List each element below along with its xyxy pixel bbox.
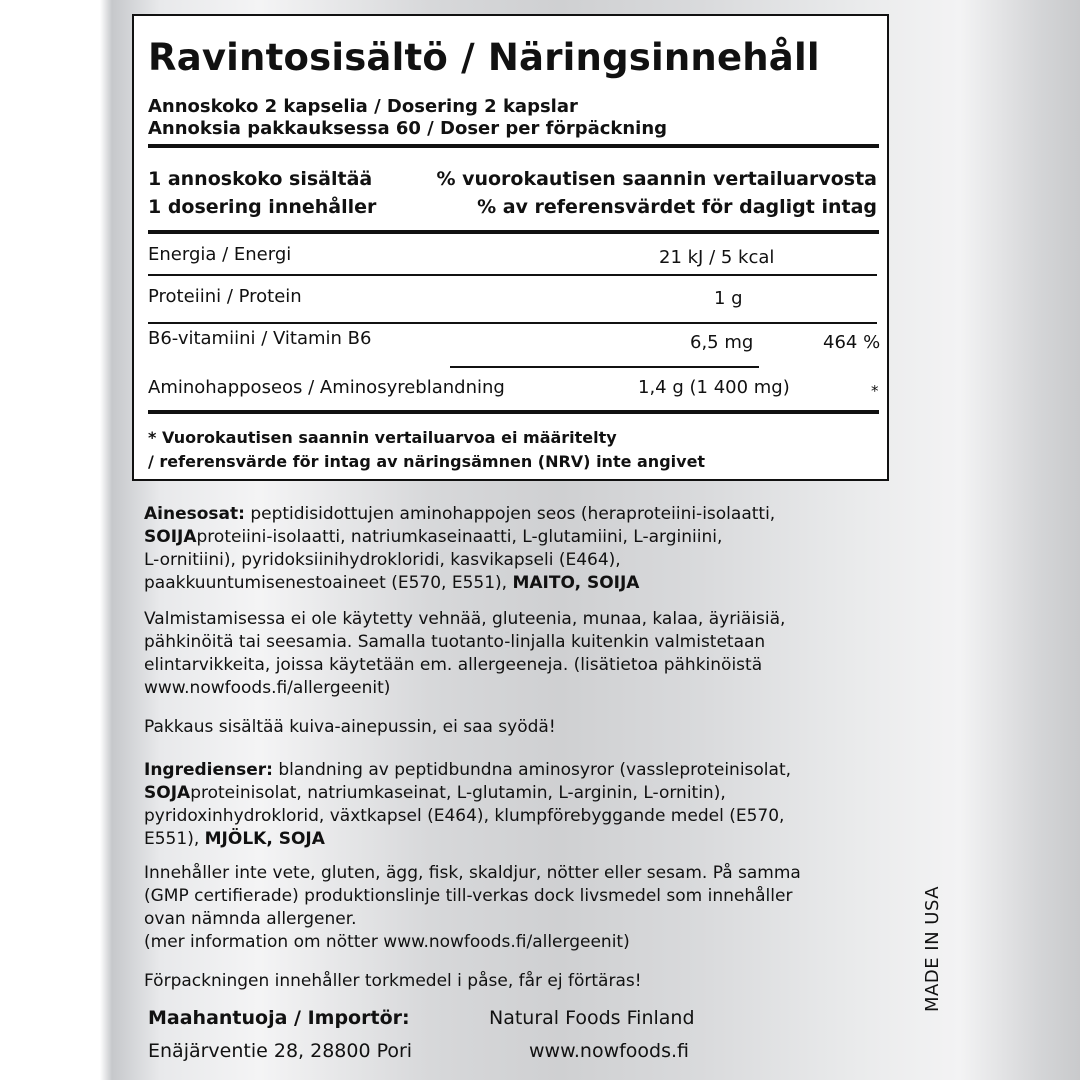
allergen-soy: SOIJA [586,573,640,593]
nutrient-amount: 6,5 mg [690,332,754,353]
ingredients-label: Ainesosat: [144,504,245,524]
thick-divider [148,230,879,234]
nutrition-facts-box [132,14,889,481]
ingredients-fi [144,503,884,595]
nutrient-name: B6-vitamiini / Vitamin B6 [148,328,372,349]
ingredients-text: paakkuuntumisenestoaineet (E570, E551), [144,573,513,593]
nutrient-name: Energia / Energi [148,244,292,265]
allergen-line: pähkinöitä tai seesamia. Samalla tuotanto-linjalla kuitenkin valmistetaan [144,632,766,652]
nutrient-amount: 21 kJ / 5 kcal [659,247,775,268]
allergen-line: (mer information om nötter www.nowfoods.fi/allergeenit) [144,932,630,952]
serving-size: Annoskoko 2 kapselia / Dosering 2 kapslar [148,96,578,117]
ingredients-label: Ingredienser: [144,760,273,780]
servings-per-container: Annoksia pakkauksessa 60 / Doser per förpäckning [148,118,668,139]
nutrient-amount: 1 g [714,288,743,309]
row-divider [148,322,877,324]
importer-name: Natural Foods Finland [489,1007,695,1029]
allergen-soy: SOIJA [144,527,197,547]
allergen-line: Innehåller inte vete, gluten, ägg, fisk, skaldjur, nötter eller sesam. På samma [144,863,801,883]
ingredients-text: peptidisidottujen aminohappojen seos (heraproteiini-isolaatti, [244,504,776,524]
thick-divider [148,410,879,414]
allergen-line: Valmistamisessa ei ole käytetty vehnää, gluteenia, munaa, kalaa, äyriäisiä, [144,609,786,629]
desiccant-warning-fi: Pakkaus sisältää kuiva-ainepussin, ei saa syödä! [144,717,556,737]
importer-label: Maahantuoja / Importör: [148,1007,410,1029]
ingredients-text: pyridoxinhydroklorid, växtkapsel (E464), klumpförebyggande medel (E570, [144,806,785,826]
thick-divider [148,144,879,148]
ingredients-sv [144,759,884,851]
daily-value-asterisk: * [871,382,879,400]
nutrient-name: Proteiini / Protein [148,286,302,307]
ingredients-text: L-ornitiini), pyridoksiinihydrokloridi, kasvikapseli (E464), [144,550,621,570]
nutrient-amount: 1,4 g (1 400 mg) [638,377,790,398]
allergen-statement-fi [144,608,884,700]
row-divider [450,366,759,368]
allergen-line: elintarvikkeita, joissa käytetään em. allergeeneja. (lisätietoa pähkinöistä [144,655,763,675]
ingredients-text: proteinisolat, natriumkaseinat, L-glutamin, L-arginin, L-ornitin), [190,783,726,803]
daily-value-percent: 464 % [823,332,881,353]
header-right-sv: % av referensvärdet för dagligt intag [477,196,877,218]
allergen-milk: MJÖLK [204,829,267,849]
separator: , [574,573,587,593]
allergen-line: www.nowfoods.fi/allergeenit) [144,678,391,698]
header-left-fi: 1 annoskoko sisältää [148,168,373,190]
ingredients-text: proteiini-isolaatti, natriumkaseinaatti, L-glutamiini, L-arginiini, [196,527,723,547]
allergen-statement-sv [144,862,884,954]
allergen-soy: SOJA [278,829,325,849]
footnote-fi: * Vuorokautisen saannin vertailuarvoa ei määritelty [148,428,617,447]
nutrition-title: Ravintosisältö / Näringsinnehåll [148,36,820,79]
allergen-milk: MAITO [512,573,575,593]
separator: , [266,829,279,849]
desiccant-warning-sv: Förpackningen innehåller torkmedel i påse, får ej förtäras! [144,971,642,991]
allergen-line: (GMP certifierade) produktionslinje till-verkas dock livsmedel som innehåller [144,886,793,906]
importer-address: Enäjärventie 28, 28800 Pori [148,1040,413,1062]
allergen-soy: SOJA [144,783,191,803]
nutrient-name: Aminohapposeos / Aminosyreblandning [148,377,505,398]
row-divider [148,274,877,276]
ingredients-text: blandning av peptidbundna aminosyror (vassleproteinisolat, [272,760,792,780]
allergen-line: ovan nämnda allergener. [144,909,357,929]
country-of-origin: MADE IN USA [922,885,943,1012]
header-left-sv: 1 dosering innehåller [148,196,377,218]
ingredients-text: E551), [144,829,205,849]
header-right-fi: % vuorokautisen saannin vertailuarvosta [436,168,877,190]
footnote-sv: / referensvärde för intag av näringsämnen (NRV) inte angivet [148,452,706,471]
importer-website: www.nowfoods.fi [529,1040,690,1062]
